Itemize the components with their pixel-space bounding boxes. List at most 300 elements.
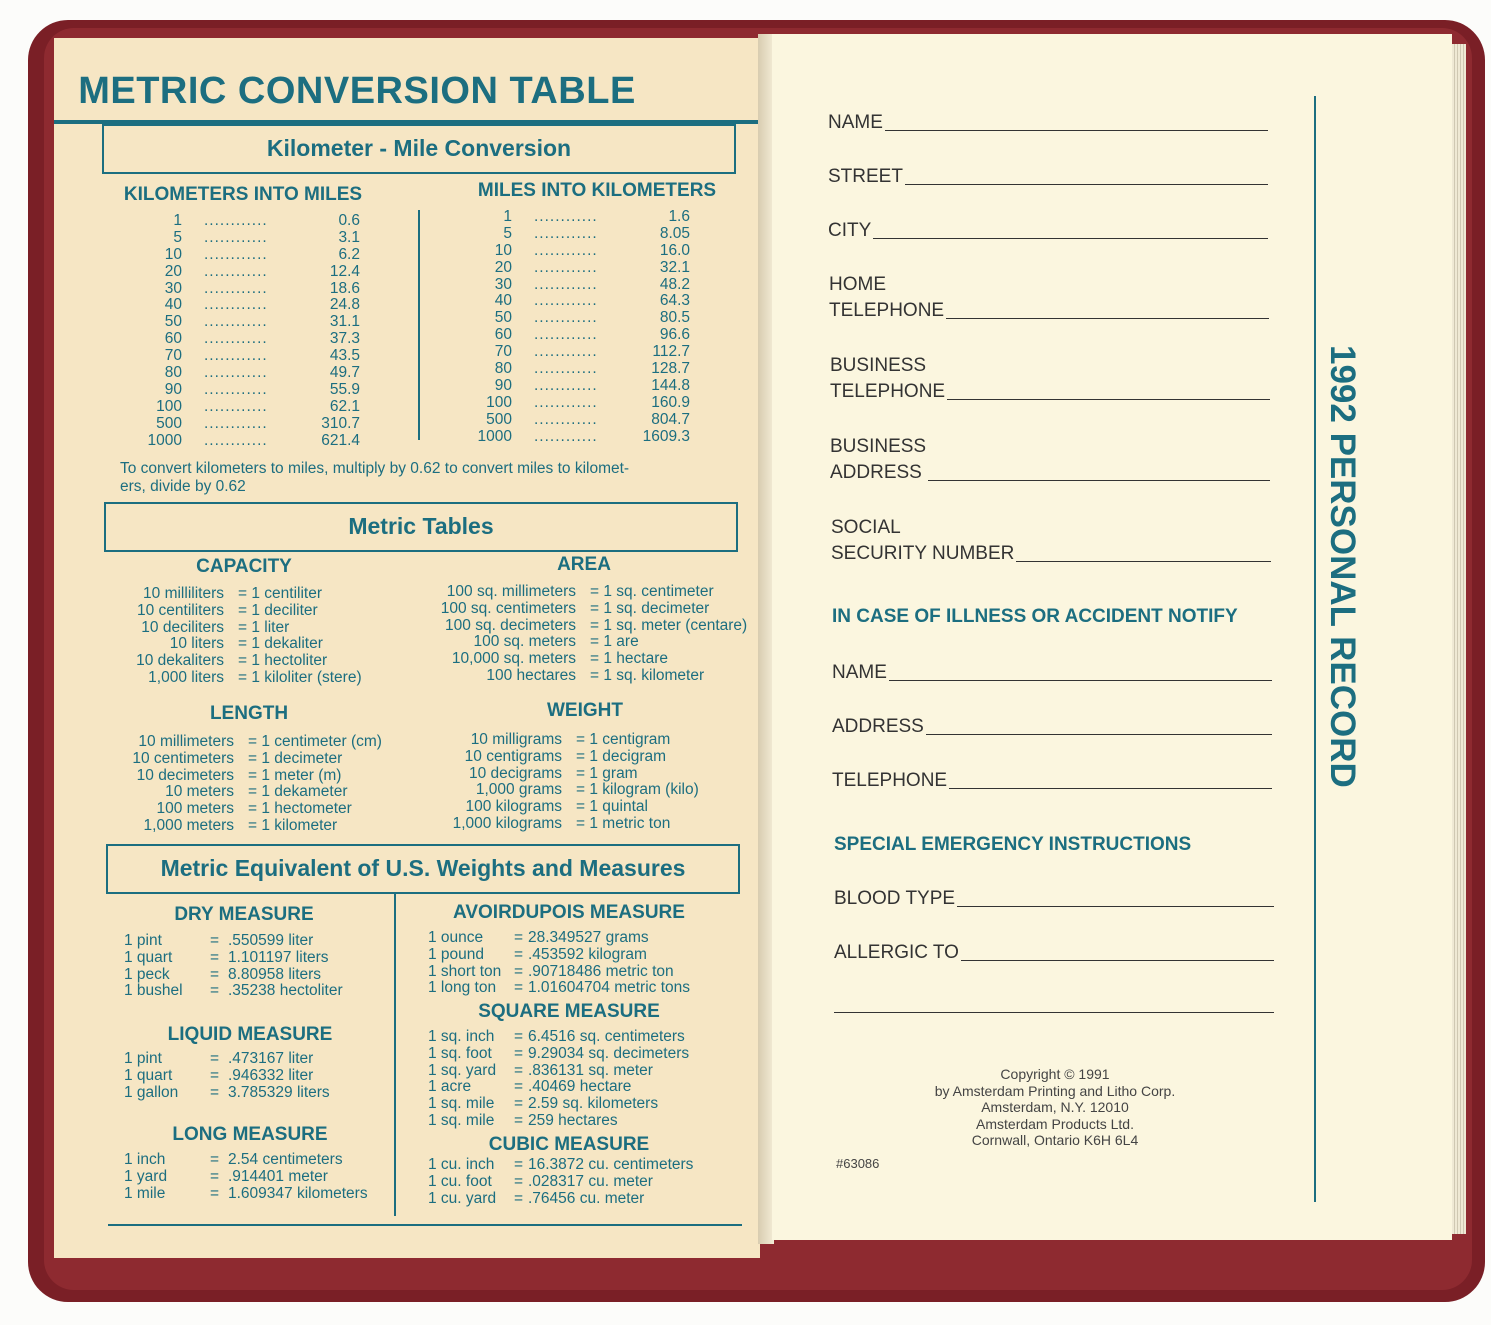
equals-sign: = [514, 1044, 524, 1062]
conversion-row [444, 260, 714, 277]
conversion-from: 70 [164, 347, 182, 365]
allergic-to-field[interactable]: ALLERGIC TO [834, 940, 1274, 966]
conversion-to: 18.6 [329, 279, 360, 297]
measure-to: = 1 sq. centimeter [590, 583, 714, 600]
conversion-to: 24.8 [329, 296, 360, 314]
extra-line[interactable] [834, 1012, 1274, 1013]
city-field[interactable]: CITY [828, 218, 1268, 244]
conversion-from: 10 [494, 241, 512, 259]
equals-sign: = [210, 1083, 220, 1101]
note-line-1: To convert kilometers to miles, multiply by 0.62 to convert miles to kilomet- [120, 460, 630, 477]
conversion-to: 3.1 [338, 228, 360, 246]
measure-from: 100 sq. millimeters [446, 583, 576, 600]
dot-leader: ............ [534, 292, 598, 310]
dot-leader: ............ [534, 258, 598, 276]
notify-telephone-field[interactable]: TELEPHONE [832, 768, 1272, 794]
measure-to: = 1 hectoliter [238, 652, 328, 670]
dot-leader: ............ [204, 347, 268, 365]
emergency-heading: SPECIAL EMERGENCY INSTRUCTIONS [834, 834, 1192, 855]
measure-unit: 1 quart [124, 1066, 173, 1084]
measure-to: = 1 quintal [576, 798, 648, 816]
table-row [428, 1096, 748, 1113]
conversion-row [444, 344, 714, 361]
copyright-line: Amsterdam, N.Y. 12010 [981, 1099, 1129, 1115]
table-row [102, 586, 402, 603]
cubic-table [428, 1157, 748, 1207]
page-title: METRIC CONVERSION TABLE [78, 70, 636, 112]
conversion-row [114, 399, 374, 416]
table-row [104, 784, 404, 801]
dot-leader: ............ [204, 330, 268, 348]
left-page [54, 38, 760, 1258]
measure-value: .028317 cu. meter [528, 1172, 653, 1190]
conversion-from: 40 [494, 292, 512, 310]
conversion-to: 160.9 [651, 393, 690, 411]
measure-from: 1,000 meters [143, 816, 234, 834]
conversion-row [114, 230, 374, 247]
table-row [102, 653, 402, 670]
measure-value: .35238 hectoliter [228, 982, 343, 1000]
conversion-to: 37.3 [329, 330, 360, 348]
us-measures-box: Metric Equivalent of U.S. Weights and Measures [106, 844, 740, 894]
measure-value: 9.29034 sq. decimeters [528, 1044, 690, 1062]
dot-leader: ............ [534, 326, 598, 344]
conversion-row [114, 314, 374, 331]
measure-value: .453592 kilogram [528, 945, 647, 963]
table-row [406, 816, 746, 833]
equals-sign: = [210, 1167, 220, 1185]
metric-tables-box: Metric Tables [104, 502, 738, 552]
conversion-to: 112.7 [652, 343, 690, 361]
cubic-heading: CUBIC MEASURE [488, 1134, 650, 1155]
table-row [428, 980, 748, 997]
conversion-to: 64.3 [659, 292, 690, 310]
conversion-to: 43.5 [329, 347, 360, 365]
km-mile-box: Kilometer - Mile Conversion [102, 124, 736, 174]
bottom-rule [108, 1224, 742, 1226]
table-row [124, 1085, 394, 1102]
table-row [428, 1191, 748, 1208]
measure-to: = 1 hectometer [248, 800, 352, 818]
conversion-row [114, 382, 374, 399]
measure-from: 1,000 grams [475, 781, 562, 799]
table-row [102, 670, 402, 687]
measure-to: = 1 meter (m) [248, 766, 342, 784]
measure-from: 1,000 liters [148, 668, 224, 686]
table-row [124, 967, 394, 984]
table-row [428, 930, 748, 947]
street-field[interactable]: STREET [828, 164, 1268, 190]
conversion-row [444, 226, 714, 243]
table-row [402, 584, 742, 601]
table-row [428, 1113, 748, 1130]
conversion-from: 1 [503, 208, 512, 225]
business-address-field[interactable]: BUSINESS ADDRESS [830, 434, 1270, 486]
measure-value: 1.101197 liters [228, 948, 329, 966]
conversion-from: 100 [486, 393, 512, 411]
measure-value: 6.4516 sq. centimeters [528, 1028, 685, 1045]
conversion-from: 30 [164, 279, 182, 297]
measure-value: 16.3872 cu. centimeters [528, 1156, 694, 1173]
liquid-table [124, 1051, 394, 1101]
equals-sign: = [210, 965, 220, 983]
measure-value: .76456 cu. meter [528, 1189, 645, 1207]
conversion-row [444, 209, 714, 226]
dot-leader: ............ [204, 212, 268, 229]
conversion-to: 8.05 [659, 224, 690, 242]
conversion-from: 70 [494, 343, 512, 361]
measure-value: .90718486 metric ton [528, 962, 674, 980]
measure-to: = 1 sq. decimeter [590, 599, 710, 617]
conversion-row [114, 264, 374, 281]
table-row [406, 749, 746, 766]
measure-to: = 1 kiloliter (stere) [238, 668, 362, 686]
measure-value: 8.80958 liters [228, 965, 322, 983]
conversion-from: 1 [173, 212, 182, 229]
conversion-row [444, 277, 714, 294]
km-to-mi-heading: KILOMETERS INTO MILES [123, 184, 363, 205]
measure-from: 10 centimeters [132, 749, 234, 767]
copyright-line: Cornwall, Ontario K6H 6L4 [971, 1132, 1139, 1148]
capacity-heading: CAPACITY [196, 556, 292, 577]
conversion-row [444, 412, 714, 429]
measure-to: = 1 metric ton [576, 814, 671, 832]
business-telephone-field[interactable]: BUSINESS TELEPHONE [830, 353, 1270, 405]
notify-address-field[interactable]: ADDRESS [832, 714, 1272, 740]
measure-to: = 1 gram [576, 764, 638, 782]
table-row [428, 1174, 748, 1191]
conversion-to: 80.5 [659, 309, 690, 327]
measure-value: .946332 liter [228, 1066, 314, 1084]
square-heading: SQUARE MEASURE [478, 1001, 660, 1022]
copyright-line: Copyright © 1991 [1000, 1066, 1110, 1082]
measure-value: 2.54 centimeters [228, 1151, 343, 1168]
mi-to-km-heading: MILES INTO KILOMETERS [477, 180, 717, 201]
conversion-to: 55.9 [329, 380, 360, 398]
conversion-to: 31.1 [329, 313, 360, 331]
equals-sign: = [210, 1151, 220, 1168]
measure-value: .40469 hectare [528, 1078, 632, 1096]
length-heading: LENGTH [209, 703, 289, 724]
dot-leader: ............ [534, 275, 598, 293]
conversion-row [114, 213, 374, 230]
square-table [428, 1029, 748, 1130]
dot-leader: ............ [204, 228, 268, 246]
measure-unit: 1 cu. inch [428, 1156, 495, 1173]
table-row [104, 751, 404, 768]
area-heading: AREA [557, 554, 611, 575]
equals-sign: = [210, 948, 220, 966]
measure-unit: 1 sq. mile [428, 1111, 495, 1129]
measure-to: = 1 decigram [576, 747, 667, 765]
dot-leader: ............ [534, 343, 598, 361]
table-row [124, 1068, 394, 1085]
measure-unit: 1 sq. mile [428, 1095, 495, 1113]
equals-sign: = [514, 945, 524, 963]
liquid-heading: LIQUID MEASURE [167, 1024, 333, 1045]
dot-leader: ............ [534, 224, 598, 242]
measure-unit: 1 sq. inch [428, 1028, 495, 1045]
conversion-to: 48.2 [659, 275, 690, 293]
equals-sign: = [514, 1061, 524, 1079]
dot-leader: ............ [204, 296, 268, 314]
measure-value: 259 hectares [528, 1111, 618, 1129]
conversion-row [444, 310, 714, 327]
table-row [428, 947, 748, 964]
conversion-row [114, 416, 374, 433]
measure-unit: 1 gallon [124, 1083, 179, 1101]
conversion-row [114, 433, 374, 450]
table-row [428, 1029, 748, 1046]
measure-unit: 1 pint [124, 932, 162, 949]
table-row [406, 766, 746, 783]
measure-unit: 1 inch [124, 1151, 166, 1168]
measure-value: .836131 sq. meter [528, 1061, 653, 1079]
home-telephone-field[interactable]: HOME TELEPHONE [829, 272, 1269, 324]
measure-to: = 1 liter [238, 618, 290, 636]
conversion-row [114, 365, 374, 382]
dot-leader: ............ [534, 360, 598, 378]
table-row [104, 734, 404, 751]
conversion-from: 20 [164, 262, 182, 280]
measure-unit: 1 bushel [124, 982, 183, 1000]
measure-from: 100 sq. decimeters [445, 616, 576, 634]
dot-leader: ............ [534, 393, 598, 411]
measure-to: = 1 deciliter [238, 601, 318, 619]
measure-value: 1.609347 kilometers [228, 1184, 368, 1202]
measure-unit: 1 acre [428, 1078, 472, 1096]
measure-to: = 1 sq. meter (centare) [590, 616, 748, 634]
equals-sign: = [210, 982, 220, 1000]
equals-sign: = [514, 979, 524, 997]
product-code: #63086 [836, 1156, 880, 1171]
table-row [102, 603, 402, 620]
conversion-from: 90 [164, 380, 182, 398]
conversion-to: 16.0 [659, 241, 690, 259]
conversion-to: 6.2 [338, 245, 360, 263]
dot-leader: ............ [534, 410, 598, 428]
measure-from: 10,000 sq. meters [451, 650, 576, 668]
measure-unit: 1 quart [124, 948, 173, 966]
table-row [124, 1186, 394, 1203]
conversion-to: 621.4 [321, 431, 360, 449]
long-table [124, 1152, 394, 1202]
conversion-row [444, 361, 714, 378]
equals-sign: = [514, 1028, 524, 1045]
measure-value: .473167 liter [228, 1050, 314, 1067]
dot-leader: ............ [534, 376, 598, 394]
measure-from: 100 meters [156, 800, 234, 818]
measure-unit: 1 peck [124, 965, 170, 983]
measure-unit: 1 yard [124, 1167, 168, 1185]
table-row [402, 634, 742, 651]
measure-unit: 1 mile [124, 1184, 166, 1202]
capacity-table [102, 586, 402, 687]
km-to-mi-list [114, 213, 374, 449]
measure-value: 3.785329 liters [228, 1083, 330, 1101]
conversion-row [114, 348, 374, 365]
measure-from: 100 sq. meters [473, 633, 576, 651]
table-row [406, 799, 746, 816]
measure-value: .550599 liter [228, 932, 314, 949]
conversion-to: 32.1 [659, 258, 690, 276]
measure-from: 10 decigrams [468, 764, 562, 782]
measure-from: 10 decimeters [136, 766, 234, 784]
notify-name-field[interactable]: NAME [832, 660, 1272, 686]
table-row [428, 1063, 748, 1080]
conversion-from: 40 [164, 296, 182, 314]
measure-value: 1.01604704 metric tons [528, 979, 690, 997]
avoirdupois-table [428, 930, 748, 997]
table-row [102, 620, 402, 637]
table-row [102, 636, 402, 653]
conversion-to: 0.6 [338, 212, 360, 229]
equals-sign: = [210, 1050, 220, 1067]
table-row [428, 1157, 748, 1174]
ssn-field[interactable]: SOCIAL SECURITY NUMBER [831, 515, 1271, 567]
equals-sign: = [514, 1078, 524, 1096]
measure-to: = 1 hectare [590, 650, 668, 668]
measure-value: 28.349527 grams [528, 929, 649, 946]
conversion-from: 1000 [477, 427, 512, 445]
avoirdupois-heading: AVOIRDUPOIS MEASURE [453, 902, 685, 923]
conversion-row [114, 281, 374, 298]
table-row [124, 983, 394, 1000]
table-row [428, 1079, 748, 1096]
table-row [406, 782, 746, 799]
dot-leader: ............ [204, 245, 268, 263]
copyright-line: Amsterdam Products Ltd. [976, 1115, 1134, 1132]
conversion-row [444, 327, 714, 344]
measure-from: 10 centigrams [464, 747, 562, 765]
measure-to: = 1 decimeter [248, 749, 343, 767]
conversion-from: 80 [164, 364, 182, 382]
copyright-line: by Amsterdam Printing and Litho Corp. [934, 1082, 1176, 1099]
long-heading: LONG MEASURE [172, 1124, 328, 1145]
measure-to: = 1 are [590, 633, 639, 651]
equals-sign: = [210, 932, 220, 949]
measure-to: = 1 dekameter [248, 783, 348, 801]
dot-leader: ............ [204, 313, 268, 331]
measure-from: 10 dekaliters [136, 652, 224, 670]
equals-sign: = [514, 1172, 524, 1190]
measure-unit: 1 cu. foot [428, 1172, 492, 1190]
measure-unit: 1 pint [124, 1050, 162, 1067]
measure-to: = 1 centimeter (cm) [248, 733, 382, 750]
measure-unit: 1 short ton [428, 962, 502, 980]
conversion-row [444, 378, 714, 395]
blood-type-field[interactable]: BLOOD TYPE [834, 886, 1274, 912]
measure-to: = 1 centiliter [238, 585, 323, 602]
table-row [124, 1152, 394, 1169]
dot-leader: ............ [204, 431, 268, 449]
table-row [402, 651, 742, 668]
conversion-from: 20 [494, 258, 512, 276]
conversion-from: 60 [164, 330, 182, 348]
table-row [406, 732, 746, 749]
conversion-from: 90 [494, 376, 512, 394]
measure-value: .914401 meter [228, 1167, 328, 1185]
conversion-row [444, 429, 714, 446]
table-row [124, 1169, 394, 1186]
dry-heading: DRY MEASURE [174, 904, 314, 925]
conversion-to: 1.6 [668, 208, 690, 225]
conversion-from: 10 [164, 245, 182, 263]
length-table [104, 734, 404, 835]
conversion-to: 1609.3 [642, 427, 690, 445]
table-row [428, 1046, 748, 1063]
conversion-to: 49.7 [329, 364, 360, 382]
conversion-from: 30 [494, 275, 512, 293]
conversion-from: 100 [156, 397, 182, 415]
dot-leader: ............ [534, 208, 598, 225]
equals-sign: = [514, 929, 524, 946]
measure-from: 10 milligrams [470, 731, 562, 748]
conversion-to: 804.7 [651, 410, 690, 428]
conversion-to: 310.7 [321, 414, 360, 432]
table-row [402, 601, 742, 618]
illness-heading: IN CASE OF ILLNESS OR ACCIDENT NOTIFY [832, 606, 1238, 627]
equals-sign: = [514, 962, 524, 980]
conversion-from: 5 [503, 224, 512, 242]
conversion-from: 500 [486, 410, 512, 428]
conversion-from: 50 [494, 309, 512, 327]
dot-leader: ............ [534, 241, 598, 259]
equals-sign: = [514, 1111, 524, 1129]
conversion-row [444, 395, 714, 412]
dot-leader: ............ [204, 397, 268, 415]
conversion-row [114, 297, 374, 314]
measure-from: 100 sq. centimeters [440, 599, 576, 617]
conversion-from: 5 [173, 228, 182, 246]
conversion-to: 128.7 [651, 360, 690, 378]
dot-leader: ............ [534, 309, 598, 327]
conversion-to: 144.8 [651, 376, 690, 394]
measure-to: = 1 centigram [576, 731, 671, 748]
conversion-note [120, 460, 740, 496]
table-row [428, 964, 748, 981]
measure-unit: 1 pound [428, 945, 485, 963]
measure-from: 1,000 kilograms [452, 814, 562, 832]
measure-to: = 1 dekaliter [238, 635, 323, 653]
conversion-to: 96.6 [659, 326, 690, 344]
conversion-to: 62.1 [329, 397, 360, 415]
conversion-divider [418, 210, 420, 440]
conversion-row [444, 243, 714, 260]
equals-sign: = [514, 1156, 524, 1173]
measure-from: 10 liters [169, 635, 224, 653]
table-row [402, 616, 748, 635]
dot-leader: ............ [204, 364, 268, 382]
us-divider [394, 894, 396, 1216]
vertical-title: 1992 PERSONAL RECORD [1323, 345, 1362, 788]
measure-from: 100 kilograms [465, 798, 562, 816]
conversion-row [444, 293, 714, 310]
table-row [124, 1051, 394, 1068]
dot-leader: ............ [204, 380, 268, 398]
measure-unit: 1 sq. yard [428, 1061, 497, 1079]
conversion-to: 12.4 [329, 262, 360, 280]
table-row [402, 668, 742, 685]
mi-to-km-list [444, 209, 714, 445]
measure-unit: 1 sq. foot [428, 1044, 492, 1062]
measure-to: = 1 kilogram (kilo) [576, 781, 699, 799]
table-row [124, 950, 394, 967]
table-row [104, 768, 404, 785]
name-field[interactable]: NAME [828, 110, 1268, 136]
conversion-row [114, 331, 374, 348]
measure-to: = 1 sq. kilometer [590, 666, 705, 684]
